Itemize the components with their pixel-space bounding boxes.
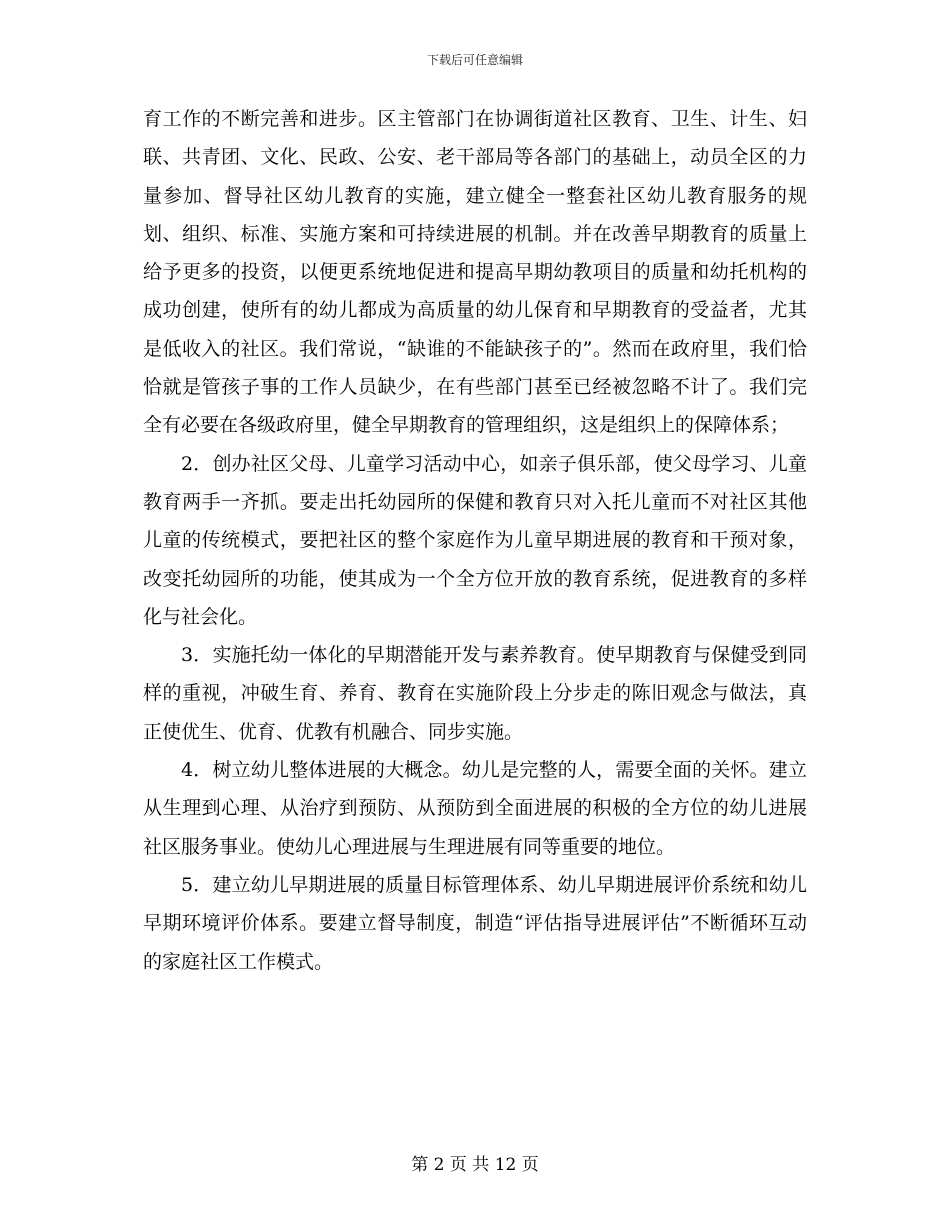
document-body	[143, 100, 807, 981]
page-number-footer: 第 2 页 共 12 页	[411, 1155, 539, 1175]
paragraph-continuation: 育工作的不断完善和进步。区主管部门在协调街道社区教育、卫生、计生、妇联、共青团、文化、民政、公安、老干部局等各部门的基础上，动员全区的力量参加、督导社区幼儿教育的实施，建立健全一整套社区幼儿教育服务的规划、组织、标准、实施方案和可持续进展的机制。并在改善早期教育的质量上给予更多的投资，以便更系统地促进和提高早期幼教项目的质量和幼托机构的成功创建，使所有的幼儿都成为高质量的幼儿保育和早期教育的受益者，尤其是低收入的社区。我们常说，“缺谁的不能缺孩子的”。然而在政府里，我们恰恰就是管孩子事的工作人员缺少，在有些部门甚至已经被忽略不计了。我们完全有必要在各级政府里，健全早期教育的管理组织，这是组织上的保障体系；	[143, 108, 807, 437]
paragraph-item-5: 5．建立幼儿早期进展的质量目标管理体系、幼儿早期进展评价系统和幼儿早期环境评价体系。要建立督导制度，制造“评估指导进展评估”不断循环互动的家庭社区工作模式。	[143, 873, 807, 973]
paragraph-item-2: 2．创办社区父母、儿童学习活动中心，如亲子俱乐部，使父母学习、儿童教育两手一齐抓。要走出托幼园所的保健和教育只对入托儿童而不对社区其他儿童的传统模式，要把社区的整个家庭作为儿童早期进展的教育和干预对象，改变托幼园所的功能，使其成为一个全方位开放的教育系统，促进教育的多样化与社会化。	[143, 452, 807, 628]
page-header: 下载后可任意编辑	[426, 53, 523, 67]
paragraph-item-3: 3．实施托幼一体化的早期潜能开发与素养教育。使早期教育与保健受到同样的重视，冲破生育、养育、教育在实施阶段上分步走的陈旧观念与做法，真正使优生、优育、优教有机融合、同步实施。	[143, 644, 807, 743]
paragraph-item-4: 4．树立幼儿整体进展的大概念。幼儿是完整的人，需要全面的关怀。建立从生理到心理、从治疗到预防、从预防到全面进展的积极的全方位的幼儿进展社区服务事业。使幼儿心理进展与生理进展有同等重要的地位。	[143, 759, 807, 858]
